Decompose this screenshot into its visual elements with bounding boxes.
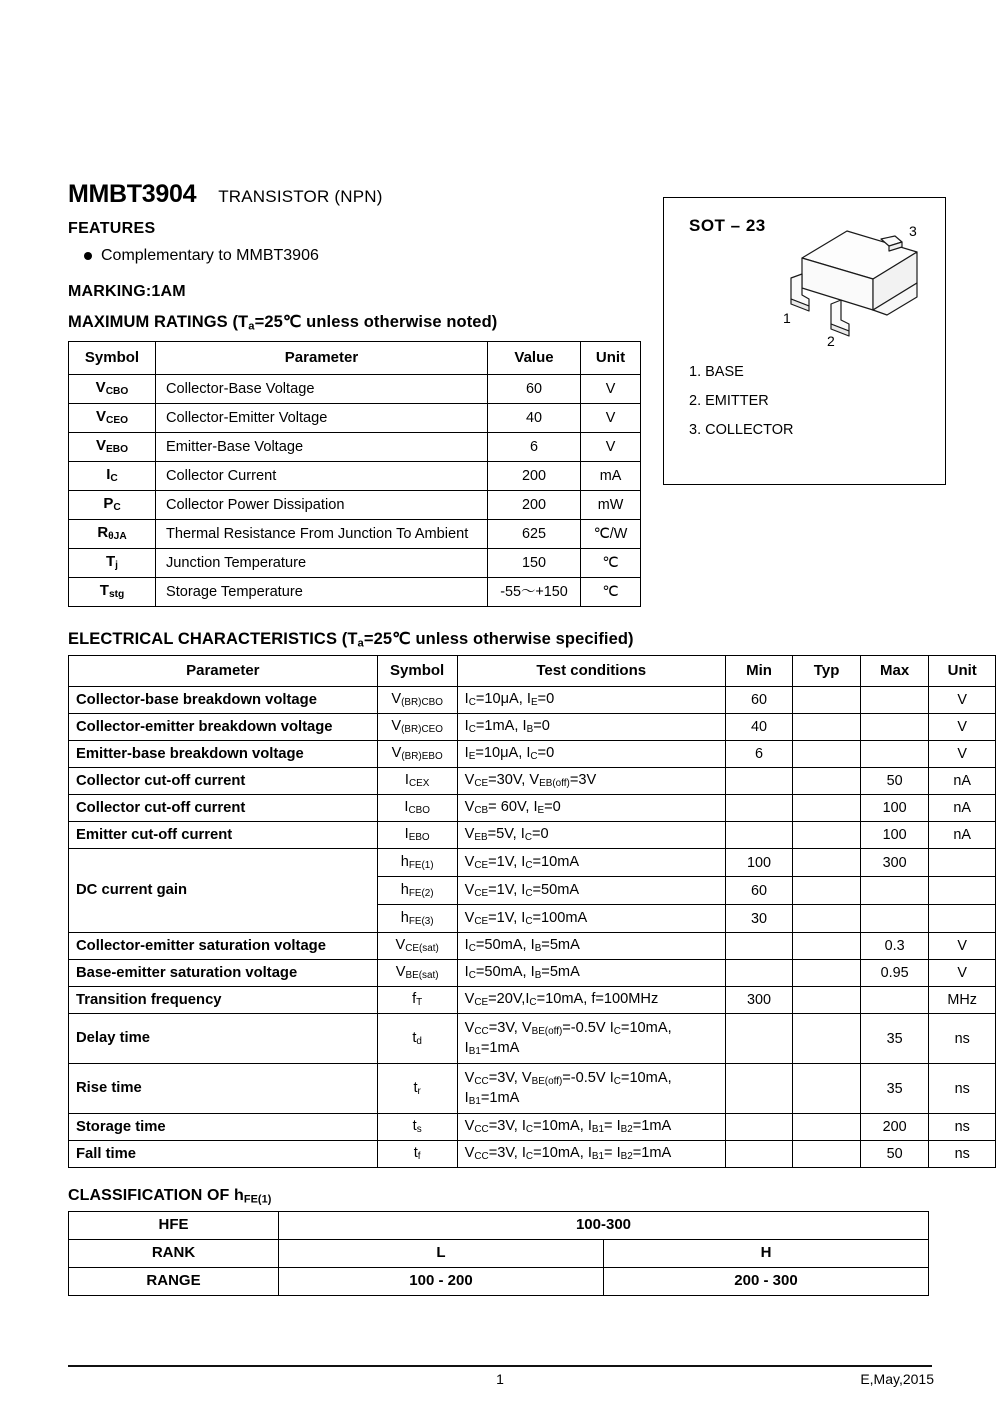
max-ratings-heading-post: =25℃ unless otherwise noted) bbox=[254, 313, 498, 331]
electrical-characteristics-heading bbox=[68, 629, 634, 649]
pin-description-list bbox=[689, 358, 794, 445]
cell-symbol: tf bbox=[377, 1141, 457, 1168]
cell-parameter: Junction Temperature bbox=[156, 549, 488, 578]
cell-unit: ns bbox=[929, 1064, 996, 1114]
cell-typ bbox=[793, 1064, 861, 1114]
col-unit: Unit bbox=[581, 342, 641, 375]
cell-max bbox=[860, 877, 929, 905]
page-number: 1 bbox=[496, 1371, 504, 1387]
cell-typ bbox=[793, 987, 861, 1014]
table-row bbox=[69, 520, 641, 549]
col-parameter: Parameter bbox=[156, 342, 488, 375]
cell-value: 6 bbox=[488, 433, 581, 462]
bullet-icon bbox=[84, 252, 92, 260]
cell-symbol: hFE(3) bbox=[377, 905, 457, 933]
table-row bbox=[69, 1114, 996, 1141]
cell-unit: MHz bbox=[929, 987, 996, 1014]
cell-symbol: VCEO bbox=[69, 404, 156, 433]
cell-max: 0.3 bbox=[860, 933, 929, 960]
cell-symbol: VEBO bbox=[69, 433, 156, 462]
cell-symbol: V(BR)CEO bbox=[377, 714, 457, 741]
cell-symbol: ICBO bbox=[377, 795, 457, 822]
table-header-row bbox=[69, 342, 641, 375]
cell-value: L bbox=[279, 1240, 604, 1268]
col-test-conditions: Test conditions bbox=[457, 656, 725, 687]
cell-symbol: Tj bbox=[69, 549, 156, 578]
cell-value: H bbox=[604, 1240, 929, 1268]
cell-max bbox=[860, 905, 929, 933]
cell-parameter: Collector-emitter breakdown voltage bbox=[69, 714, 378, 741]
classification-heading-pre: CLASSIFICATION OF h bbox=[68, 1187, 244, 1204]
cell-unit bbox=[929, 877, 996, 905]
table-row bbox=[69, 933, 996, 960]
col-symbol: Symbol bbox=[377, 656, 457, 687]
cell-value: -55～+150 bbox=[488, 578, 581, 607]
cell-parameter: Storage Temperature bbox=[156, 578, 488, 607]
col-min: Min bbox=[725, 656, 793, 687]
cell-parameter: Rise time bbox=[69, 1064, 378, 1114]
cell-symbol: hFE(2) bbox=[377, 877, 457, 905]
cell-typ bbox=[793, 960, 861, 987]
col-typ: Typ bbox=[793, 656, 861, 687]
table-row bbox=[69, 741, 996, 768]
cell-min bbox=[725, 1014, 793, 1064]
classification-heading-sub: FE(1) bbox=[243, 1193, 272, 1206]
pin-callout-3: 3 bbox=[909, 223, 917, 239]
cell-min bbox=[725, 822, 793, 849]
feature-list-item bbox=[84, 247, 319, 265]
cell-symbol: VCE(sat) bbox=[377, 933, 457, 960]
cell-unit: V bbox=[929, 741, 996, 768]
cell-min: 30 bbox=[725, 905, 793, 933]
table-row bbox=[69, 1212, 929, 1240]
cell-test-conditions: VCE=1V, IC=10mA bbox=[457, 849, 725, 877]
cell-value: 150 bbox=[488, 549, 581, 578]
cell-unit: ℃ bbox=[581, 578, 641, 607]
cell-unit: V bbox=[929, 714, 996, 741]
cell-symbol: tr bbox=[377, 1064, 457, 1114]
cell-typ bbox=[793, 768, 861, 795]
cell-typ bbox=[793, 877, 861, 905]
cell-unit bbox=[929, 849, 996, 877]
cell-min: 40 bbox=[725, 714, 793, 741]
cell-symbol: Tstg bbox=[69, 578, 156, 607]
table-row bbox=[69, 375, 641, 404]
table-row bbox=[69, 1268, 929, 1296]
table-row bbox=[69, 433, 641, 462]
cell-test-conditions: VCB= 60V, IE=0 bbox=[457, 795, 725, 822]
package-name: SOT – 23 bbox=[689, 216, 766, 235]
cell-unit: nA bbox=[929, 795, 996, 822]
cell-min: 60 bbox=[725, 687, 793, 714]
cell-symbol: V(BR)EBO bbox=[377, 741, 457, 768]
table-row bbox=[69, 987, 996, 1014]
cell-unit bbox=[929, 905, 996, 933]
max-ratings-heading-pre: MAXIMUM RATINGS (T bbox=[68, 313, 249, 331]
maximum-ratings-table bbox=[68, 341, 641, 607]
cell-max: 50 bbox=[860, 1141, 929, 1168]
cell-max: 100 bbox=[860, 795, 929, 822]
cell-unit: ℃/W bbox=[581, 520, 641, 549]
cell-max: 35 bbox=[860, 1064, 929, 1114]
cell-typ bbox=[793, 1114, 861, 1141]
cell-typ bbox=[793, 741, 861, 768]
cell-max: 100 bbox=[860, 822, 929, 849]
pin-callout-1: 1 bbox=[783, 310, 791, 326]
cell-symbol: fT bbox=[377, 987, 457, 1014]
cell-max: 300 bbox=[860, 849, 929, 877]
sot23-package-drawing bbox=[769, 216, 929, 346]
cell-symbol: VBE(sat) bbox=[377, 960, 457, 987]
cell-parameter: Collector Current bbox=[156, 462, 488, 491]
cell-parameter: Collector-base breakdown voltage bbox=[69, 687, 378, 714]
cell-value: 60 bbox=[488, 375, 581, 404]
table-row bbox=[69, 768, 996, 795]
cell-test-conditions: IC=1mA, IB=0 bbox=[457, 714, 725, 741]
cell-unit: V bbox=[929, 933, 996, 960]
cell-max bbox=[860, 987, 929, 1014]
marking-text: MARKING:1AM bbox=[68, 283, 186, 300]
cell-max bbox=[860, 741, 929, 768]
features-heading: FEATURES bbox=[68, 220, 156, 237]
cell-parameter: Collector cut-off current bbox=[69, 768, 378, 795]
cell-unit: ns bbox=[929, 1114, 996, 1141]
cell-unit: V bbox=[929, 960, 996, 987]
cell-symbol: RθJA bbox=[69, 520, 156, 549]
cell-value: 625 bbox=[488, 520, 581, 549]
cell-parameter: Collector Power Dissipation bbox=[156, 491, 488, 520]
table-row bbox=[69, 404, 641, 433]
table-row bbox=[69, 687, 996, 714]
cell-parameter: Collector cut-off current bbox=[69, 795, 378, 822]
cell-unit: ℃ bbox=[581, 549, 641, 578]
pin-callout-2: 2 bbox=[827, 333, 835, 346]
cell-test-conditions: VCC=3V, VBE(off)=-0.5V IC=10mA, IB1=1mA bbox=[457, 1014, 725, 1064]
max-ratings-heading-sub: a bbox=[248, 320, 255, 333]
cell-typ bbox=[793, 687, 861, 714]
col-max: Max bbox=[860, 656, 929, 687]
elec-heading-post: =25℃ unless otherwise specified) bbox=[363, 630, 634, 648]
table-row bbox=[69, 491, 641, 520]
cell-min bbox=[725, 933, 793, 960]
elec-heading-sub: a bbox=[357, 637, 364, 650]
cell-test-conditions: VEB=5V, IC=0 bbox=[457, 822, 725, 849]
elec-heading-pre: ELECTRICAL CHARACTERISTICS (T bbox=[68, 630, 358, 648]
cell-unit: nA bbox=[929, 822, 996, 849]
cell-unit: ns bbox=[929, 1141, 996, 1168]
cell-test-conditions: IC=50mA, IB=5mA bbox=[457, 960, 725, 987]
cell-max: 200 bbox=[860, 1114, 929, 1141]
cell-parameter: Emitter cut-off current bbox=[69, 822, 378, 849]
cell-max: 35 bbox=[860, 1014, 929, 1064]
classification-table bbox=[68, 1211, 929, 1296]
cell-min: 60 bbox=[725, 877, 793, 905]
table-row bbox=[69, 1240, 929, 1268]
cell-parameter: Thermal Resistance From Junction To Ambient bbox=[156, 520, 488, 549]
cell-typ bbox=[793, 822, 861, 849]
footer-divider bbox=[68, 1365, 932, 1367]
cell-symbol: td bbox=[377, 1014, 457, 1064]
cell-value: 200 bbox=[488, 462, 581, 491]
pin-item-1: 1. BASE bbox=[689, 364, 744, 380]
cell-typ bbox=[793, 849, 861, 877]
cell-min bbox=[725, 768, 793, 795]
cell-parameter: Delay time bbox=[69, 1014, 378, 1064]
cell-min bbox=[725, 1114, 793, 1141]
cell-max bbox=[860, 714, 929, 741]
cell-test-conditions: VCC=3V, VBE(off)=-0.5V IC=10mA, IB1=1mA bbox=[457, 1064, 725, 1114]
cell-parameter: Collector-emitter saturation voltage bbox=[69, 933, 378, 960]
table-row bbox=[69, 1014, 996, 1064]
cell-unit: mA bbox=[581, 462, 641, 491]
table-row bbox=[69, 462, 641, 491]
table-row bbox=[69, 960, 996, 987]
cell-min bbox=[725, 795, 793, 822]
cell-symbol: IC bbox=[69, 462, 156, 491]
table-row bbox=[69, 549, 641, 578]
max-ratings-heading bbox=[68, 312, 497, 332]
cell-value: 40 bbox=[488, 404, 581, 433]
classification-heading bbox=[68, 1187, 272, 1205]
cell-unit: ns bbox=[929, 1014, 996, 1064]
col-symbol: Symbol bbox=[69, 342, 156, 375]
cell-min bbox=[725, 1064, 793, 1114]
cell-label: RANK bbox=[69, 1240, 279, 1268]
cell-typ bbox=[793, 714, 861, 741]
cell-parameter: Fall time bbox=[69, 1141, 378, 1168]
cell-unit: V bbox=[581, 375, 641, 404]
cell-typ bbox=[793, 933, 861, 960]
cell-typ bbox=[793, 795, 861, 822]
cell-max: 50 bbox=[860, 768, 929, 795]
cell-min bbox=[725, 960, 793, 987]
cell-value: 200 bbox=[488, 491, 581, 520]
cell-test-conditions: VCC=3V, IC=10mA, IB1= IB2=1mA bbox=[457, 1114, 725, 1141]
cell-value: 100 - 200 bbox=[279, 1268, 604, 1296]
part-number: MMBT3904 bbox=[68, 180, 197, 208]
cell-min: 100 bbox=[725, 849, 793, 877]
cell-unit: mW bbox=[581, 491, 641, 520]
part-type: TRANSISTOR (NPN) bbox=[218, 187, 383, 206]
cell-value: 200 - 300 bbox=[604, 1268, 929, 1296]
cell-test-conditions: VCE=1V, IC=100mA bbox=[457, 905, 725, 933]
electrical-characteristics-table bbox=[68, 655, 996, 1168]
cell-test-conditions: VCE=30V, VEB(off)=3V bbox=[457, 768, 725, 795]
table-row bbox=[69, 795, 996, 822]
cell-symbol: VCBO bbox=[69, 375, 156, 404]
cell-test-conditions: IE=10μA, IC=0 bbox=[457, 741, 725, 768]
cell-parameter: Collector-Emitter Voltage bbox=[156, 404, 488, 433]
table-row bbox=[69, 1141, 996, 1168]
table-row bbox=[69, 849, 996, 877]
cell-unit: V bbox=[929, 687, 996, 714]
cell-symbol: V(BR)CBO bbox=[377, 687, 457, 714]
table-row bbox=[69, 1064, 996, 1114]
cell-label: HFE bbox=[69, 1212, 279, 1240]
cell-min: 6 bbox=[725, 741, 793, 768]
cell-symbol: IEBO bbox=[377, 822, 457, 849]
cell-max bbox=[860, 687, 929, 714]
feature-text: Complementary to MMBT3906 bbox=[101, 247, 319, 264]
cell-symbol: PC bbox=[69, 491, 156, 520]
table-header-row bbox=[69, 656, 996, 687]
cell-parameter: Storage time bbox=[69, 1114, 378, 1141]
cell-parameter: DC current gain bbox=[69, 849, 378, 933]
revision-date: E,May,2015 bbox=[860, 1371, 934, 1387]
cell-test-conditions: IC=10μA, IE=0 bbox=[457, 687, 725, 714]
cell-parameter: Emitter-base breakdown voltage bbox=[69, 741, 378, 768]
table-row bbox=[69, 578, 641, 607]
cell-parameter: Collector-Base Voltage bbox=[156, 375, 488, 404]
cell-value: 100-300 bbox=[279, 1212, 929, 1240]
cell-max: 0.95 bbox=[860, 960, 929, 987]
pin-item-2: 2. EMITTER bbox=[689, 393, 769, 409]
pin-item-3: 3. COLLECTOR bbox=[689, 422, 794, 438]
cell-parameter: Emitter-Base Voltage bbox=[156, 433, 488, 462]
cell-unit: V bbox=[581, 433, 641, 462]
cell-test-conditions: IC=50mA, IB=5mA bbox=[457, 933, 725, 960]
table-row bbox=[69, 822, 996, 849]
col-unit: Unit bbox=[929, 656, 996, 687]
cell-typ bbox=[793, 1141, 861, 1168]
cell-test-conditions: VCE=20V,IC=10mA, f=100MHz bbox=[457, 987, 725, 1014]
cell-test-conditions: VCC=3V, IC=10mA, IB1= IB2=1mA bbox=[457, 1141, 725, 1168]
package-diagram-box bbox=[663, 197, 946, 485]
page-title bbox=[68, 180, 383, 209]
cell-min bbox=[725, 1141, 793, 1168]
cell-typ bbox=[793, 1014, 861, 1064]
cell-parameter: Base-emitter saturation voltage bbox=[69, 960, 378, 987]
cell-test-conditions: VCE=1V, IC=50mA bbox=[457, 877, 725, 905]
cell-symbol: ts bbox=[377, 1114, 457, 1141]
cell-unit: V bbox=[581, 404, 641, 433]
table-row bbox=[69, 714, 996, 741]
col-parameter: Parameter bbox=[69, 656, 378, 687]
cell-parameter: Transition frequency bbox=[69, 987, 378, 1014]
cell-label: RANGE bbox=[69, 1268, 279, 1296]
col-value: Value bbox=[488, 342, 581, 375]
cell-unit: nA bbox=[929, 768, 996, 795]
cell-symbol: ICEX bbox=[377, 768, 457, 795]
cell-typ bbox=[793, 905, 861, 933]
cell-symbol: hFE(1) bbox=[377, 849, 457, 877]
cell-min: 300 bbox=[725, 987, 793, 1014]
